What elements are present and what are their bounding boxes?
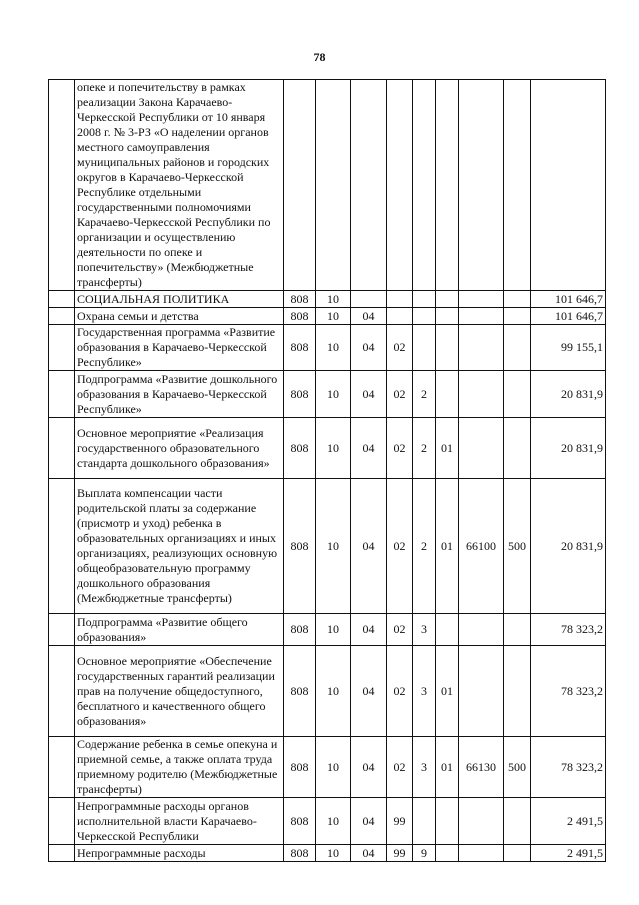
cell-ved: 808 xyxy=(284,614,316,646)
cell-expense-type: 500 xyxy=(504,479,531,614)
cell-program xyxy=(387,308,413,325)
margin-cell xyxy=(49,479,75,614)
cell-rz: 10 xyxy=(316,479,351,614)
cell-subprogram: 9 xyxy=(413,845,436,862)
cell-expense-type xyxy=(504,614,531,646)
cell-expense-type xyxy=(504,798,531,845)
margin-cell xyxy=(49,418,75,479)
table-row xyxy=(49,737,606,798)
cell-program: 02 xyxy=(387,325,413,371)
cell-pr: 04 xyxy=(351,479,387,614)
cell-pr xyxy=(351,80,387,291)
table-row xyxy=(49,845,606,862)
cell-rz: 10 xyxy=(316,325,351,371)
cell-ved: 808 xyxy=(284,325,316,371)
row-name: Основное мероприятие «Обеспечение государственных гарантий реализации прав на получение общедоступного, бесплатного и качественного общего образования» xyxy=(75,646,284,737)
row-name: Содержание ребенка в семье опекуна и приемной семье, а также оплата труда приемному родителю (Межбюджетные трансферты) xyxy=(75,737,284,798)
cell-direction xyxy=(459,291,504,308)
table-row xyxy=(49,325,606,371)
cell-pr xyxy=(351,291,387,308)
cell-expense-type xyxy=(504,291,531,308)
cell-sum: 2 491,5 xyxy=(531,845,606,862)
cell-subprogram xyxy=(413,325,436,371)
table-row xyxy=(49,371,606,418)
cell-expense-type xyxy=(504,646,531,737)
cell-expense-type xyxy=(504,845,531,862)
cell-expense-type: 500 xyxy=(504,737,531,798)
cell-rz: 10 xyxy=(316,737,351,798)
cell-measure xyxy=(436,80,459,291)
cell-pr: 04 xyxy=(351,798,387,845)
cell-expense-type xyxy=(504,308,531,325)
cell-direction xyxy=(459,371,504,418)
cell-measure: 01 xyxy=(436,737,459,798)
margin-cell xyxy=(49,845,75,862)
cell-measure: 01 xyxy=(436,646,459,737)
cell-subprogram: 3 xyxy=(413,737,436,798)
cell-subprogram xyxy=(413,798,436,845)
cell-rz xyxy=(316,80,351,291)
cell-measure xyxy=(436,325,459,371)
cell-pr: 04 xyxy=(351,371,387,418)
cell-ved: 808 xyxy=(284,646,316,737)
cell-rz: 10 xyxy=(316,308,351,325)
cell-sum: 20 831,9 xyxy=(531,371,606,418)
page-number: 78 xyxy=(313,50,326,64)
cell-sum: 20 831,9 xyxy=(531,418,606,479)
row-name: Охрана семьи и детства xyxy=(75,308,284,325)
cell-pr: 04 xyxy=(351,325,387,371)
cell-sum: 78 323,2 xyxy=(531,614,606,646)
table-row xyxy=(49,798,606,845)
cell-measure xyxy=(436,614,459,646)
cell-expense-type xyxy=(504,371,531,418)
cell-ved: 808 xyxy=(284,737,316,798)
cell-subprogram: 2 xyxy=(413,371,436,418)
cell-rz: 10 xyxy=(316,798,351,845)
cell-sum: 78 323,2 xyxy=(531,646,606,737)
cell-measure xyxy=(436,308,459,325)
cell-subprogram: 2 xyxy=(413,418,436,479)
margin-cell xyxy=(49,371,75,418)
row-name: Подпрограмма «Развитие дошкольного образования в Карачаево-Черкесской Республике» xyxy=(75,371,284,418)
cell-subprogram xyxy=(413,80,436,291)
cell-sum: 99 155,1 xyxy=(531,325,606,371)
cell-expense-type xyxy=(504,418,531,479)
row-name: Государственная программа «Развитие образования в Карачаево-Черкесской Республике» xyxy=(75,325,284,371)
table-row xyxy=(49,308,606,325)
margin-cell xyxy=(49,798,75,845)
margin-cell xyxy=(49,737,75,798)
cell-subprogram: 2 xyxy=(413,479,436,614)
cell-ved: 808 xyxy=(284,418,316,479)
table-row xyxy=(49,291,606,308)
cell-program xyxy=(387,80,413,291)
cell-sum: 20 831,9 xyxy=(531,479,606,614)
cell-rz: 10 xyxy=(316,371,351,418)
table-row xyxy=(49,80,606,291)
margin-cell xyxy=(49,614,75,646)
cell-ved: 808 xyxy=(284,845,316,862)
table-row xyxy=(49,614,606,646)
margin-cell xyxy=(49,646,75,737)
cell-rz: 10 xyxy=(316,614,351,646)
cell-direction xyxy=(459,646,504,737)
cell-pr: 04 xyxy=(351,308,387,325)
cell-sum: 101 646,7 xyxy=(531,291,606,308)
cell-direction xyxy=(459,845,504,862)
table-row xyxy=(49,418,606,479)
cell-rz: 10 xyxy=(316,845,351,862)
cell-pr: 04 xyxy=(351,418,387,479)
cell-sum: 2 491,5 xyxy=(531,798,606,845)
cell-subprogram xyxy=(413,308,436,325)
cell-program: 02 xyxy=(387,737,413,798)
cell-measure: 01 xyxy=(436,479,459,614)
row-name: Непрограммные расходы xyxy=(75,845,284,862)
cell-program: 02 xyxy=(387,479,413,614)
budget-table xyxy=(48,79,606,862)
cell-direction xyxy=(459,418,504,479)
cell-direction xyxy=(459,308,504,325)
row-name: Выплата компенсации части родительской платы за содержание (присмотр и уход) ребенка в образовательных организациях и иных организациях, реализующих основную общеобразовательную программу дошкольного образования (Межбюджетные трансферты) xyxy=(75,479,284,614)
cell-ved xyxy=(284,80,316,291)
row-name: Подпрограмма «Развитие общего образования» xyxy=(75,614,284,646)
cell-expense-type xyxy=(504,80,531,291)
cell-sum xyxy=(531,80,606,291)
row-name: СОЦИАЛЬНАЯ ПОЛИТИКА xyxy=(75,291,284,308)
table-row xyxy=(49,479,606,614)
cell-program: 02 xyxy=(387,614,413,646)
row-name: Непрограммные расходы органов исполнительной власти Карачаево-Черкесской Республики xyxy=(75,798,284,845)
cell-subprogram: 3 xyxy=(413,614,436,646)
table-row xyxy=(49,646,606,737)
cell-pr: 04 xyxy=(351,646,387,737)
margin-cell xyxy=(49,80,75,291)
cell-ved: 808 xyxy=(284,798,316,845)
cell-rz: 10 xyxy=(316,291,351,308)
cell-direction xyxy=(459,325,504,371)
cell-ved: 808 xyxy=(284,308,316,325)
cell-program: 99 xyxy=(387,845,413,862)
cell-ved: 808 xyxy=(284,291,316,308)
cell-measure xyxy=(436,371,459,418)
cell-rz: 10 xyxy=(316,646,351,737)
margin-cell xyxy=(49,308,75,325)
cell-pr: 04 xyxy=(351,614,387,646)
cell-direction: 66100 xyxy=(459,479,504,614)
cell-measure xyxy=(436,798,459,845)
cell-direction xyxy=(459,614,504,646)
margin-cell xyxy=(49,291,75,308)
cell-program: 02 xyxy=(387,371,413,418)
cell-direction: 66130 xyxy=(459,737,504,798)
cell-subprogram: 3 xyxy=(413,646,436,737)
cell-program: 02 xyxy=(387,418,413,479)
cell-subprogram xyxy=(413,291,436,308)
cell-direction xyxy=(459,80,504,291)
cell-program: 02 xyxy=(387,646,413,737)
cell-pr: 04 xyxy=(351,737,387,798)
cell-sum: 101 646,7 xyxy=(531,308,606,325)
cell-ved: 808 xyxy=(284,371,316,418)
row-name: Основное мероприятие «Реализация государственного образовательного стандарта дошкольного образования» xyxy=(75,418,284,479)
cell-sum: 78 323,2 xyxy=(531,737,606,798)
cell-expense-type xyxy=(504,325,531,371)
cell-measure xyxy=(436,845,459,862)
margin-cell xyxy=(49,325,75,371)
row-name: опеке и попечительству в рамках реализации Закона Карачаево-Черкесской Республики от 10 января 2008 г. № 3-РЗ «О наделении органов местного самоуправления муниципальных районов и городских округов в Карачаево-Черкесской Республике отдельными государственными полномочиями Карачаево-Черкесской Республики по организации и осуществлению деятельности по опеке и попечительству» (Межбюджетные трансферты) xyxy=(75,80,284,291)
cell-measure xyxy=(436,291,459,308)
cell-program: 99 xyxy=(387,798,413,845)
cell-measure: 01 xyxy=(436,418,459,479)
cell-pr: 04 xyxy=(351,845,387,862)
cell-direction xyxy=(459,798,504,845)
cell-program xyxy=(387,291,413,308)
cell-ved: 808 xyxy=(284,479,316,614)
cell-rz: 10 xyxy=(316,418,351,479)
